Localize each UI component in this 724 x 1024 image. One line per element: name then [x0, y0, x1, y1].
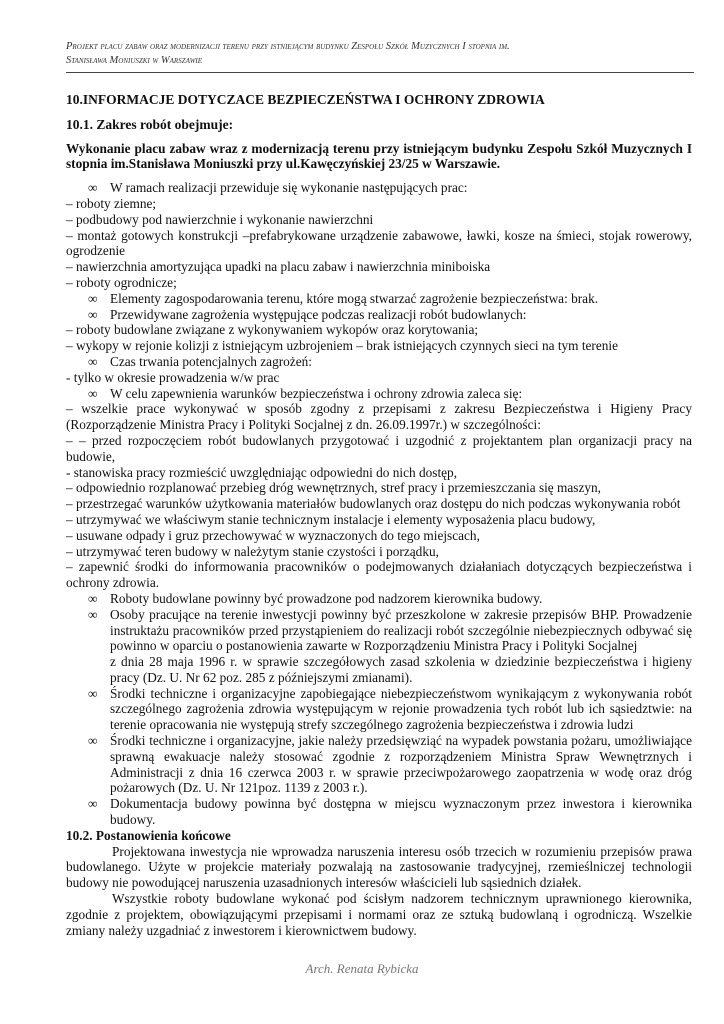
subsection-title-1: 10.1. Zakres robót obejmuje:	[66, 116, 234, 132]
bullet-icon: ∞	[88, 796, 98, 812]
list-line: – podbudowy pod nawierzchnie i wykonanie nawierzchni	[66, 211, 374, 227]
bullet-icon: ∞	[88, 685, 98, 701]
list-line: – roboty budowlane związane z wykonywaniem wykopów oraz korytowania;	[66, 322, 479, 338]
list-line: - tylko w okresie prowadzenia w/w prac	[66, 369, 280, 385]
bullet-item: ∞ Roboty budowlane powinny być prowadzone pod nadzorem kierownika budowy.	[88, 590, 543, 606]
list-line: – przestrzegać warunków użytkowania materiałów budowlanych oraz dostępu do nich podczas wykonywania robót	[66, 496, 681, 512]
list-line: – roboty ogrodnicze;	[66, 274, 177, 290]
list-line: – roboty ziemne;	[66, 195, 157, 211]
document-body	[66, 92, 692, 938]
list-line: – utrzymywać we właściwym stanie technicznym instalacje i elementy wyposażenia placu budowy,	[66, 511, 596, 527]
list-line: – nawierzchnia amortyzująca upadki na placu zabaw i nawierzchnia miniboiska	[66, 259, 491, 275]
bullet-icon: ∞	[88, 606, 98, 622]
bullet-item: ∞ Przewidywane zagrożenia występujące podczas realizacji robót budowlanych:	[88, 306, 527, 322]
footer-signature: Arch. Renata Rybicka	[305, 961, 419, 976]
list-line: – odpowiednio rozplanować przebieg dróg wewnętrznych, stref pracy i przemieszczania się maszyn,	[66, 480, 601, 496]
list-line: – – przed rozpoczęciem robót budowlanych przygotować i uzgodnić z projektantem plan organizacji pracy na budowie,	[66, 432, 692, 464]
bullet-item: ∞ Dokumentacja budowy powinna być dostępna w miejscu wyznaczonym przez inwestora i kierownika budowy.	[88, 796, 692, 828]
bullet-item: ∞ Środki techniczne i organizacyjne, jakie należy przedsięwziąć na wypadek powstania pożaru, umożliwiające sprawną ewakuacje należy stosować zgodnie z rozporządzeniem Ministra Spraw Wewnętrznych i Administracji z dnia 16 czerwca 2003 r. w sprawie przeciwpożarowego zaopatrzenia w wodę oraz dróg pożarowych (Dz. U. Nr 121poz. 1139 z 2003 r.).	[88, 733, 692, 796]
closing-paragraph-2: Wszystkie roboty budowlane wykonać pod ścisłym nadzorem technicznym uprawnionego kierownika, zgodnie z projektem, obowiązującymi przepisami i normami oraz ze sztuką budowlaną i ogrodniczą. Wszelkie zmiany należy uzgadniać z inwestorem i kierownictwem budowy.	[66, 891, 692, 938]
subsection-title-2: 10.2. Postanowienia końcowe	[66, 827, 231, 843]
bullet-item: ∞ Elementy zagospodarowania terenu, które mogą stwarzać zagrożenie bezpieczeństwa: brak.	[88, 290, 599, 306]
bullet-item: ∞ W ramach realizacji przewiduje się wykonanie następujących prac:	[88, 180, 468, 196]
list-line: – usuwane odpady i gruz przechowywać w wyznaczonych do tego miejscach,	[66, 527, 480, 543]
bullet-icon: ∞	[88, 306, 98, 322]
bullet-item: ∞ Osoby pracujące na terenie inwestycji powinny być przeszkolone w zakresie przepisów BHP. Prowadzenie instruktażu pracowników przed przystąpieniem do realizacji robót szczególnie niebezpiecznych odbywać się powinno w oparciu o postanowienia zawarte w Rozporządzeniu Ministra Pracy i Polityki Socjalnej z dnia 28 maja 1996 r. w sprawie szczegółowych zasad szkolenia w dziedzinie bezpieczeństwa i higieny pracy (Dz. U. Nr 62 poz. 285 z późniejszymi zmianami).	[88, 606, 692, 685]
running-header	[66, 40, 692, 68]
header-rule	[66, 72, 694, 73]
bullet-item: ∞ W celu zapewnienia warunków bezpieczeństwa i ochrony zdrowia zaleca się:	[88, 385, 523, 401]
bullet-item: ∞ Środki techniczne i organizacyjne zapobiegające niebezpieczeństwom wynikającym z wykonywania robót szczególnego zagrożenia zdrowia występującym w rejonie prowadzenia tych robót lub ich sąsiedztwie: na terenie opracowania nie występują strefy szczególnego zagrożenia bezpieczeństwa i zdrowia ludzi	[88, 685, 692, 733]
list-line: – utrzymywać teren budowy w należytym stanie czystości i porządku,	[66, 543, 439, 559]
bullet-item: ∞ Czas trwania potencjalnych zagrożeń:	[88, 353, 312, 369]
list-line: – wykopy w rejonie kolizji z istniejącym uzbrojeniem – brak istniejących czynnych sieci na tym terenie	[66, 338, 619, 354]
list-line: – montaż gotowych konstrukcji –prefabrykowane urządzenie zabawowe, ławki, kosze na śmieci, stojak rowerowy, ogrodzenie	[66, 227, 692, 259]
bullet-icon: ∞	[88, 353, 98, 369]
bullet-icon: ∞	[88, 385, 98, 401]
bullet-icon: ∞	[88, 180, 98, 196]
bullet-icon: ∞	[88, 290, 98, 306]
list-line: – wszelkie prace wykonywać w sposób zgodny z przepisami z zakresu Bezpieczeństwa i Higieny Pracy (Rozporządzenie Ministra Pracy i Polityki Socjalnej z dn. 26.09.1997r.) w szczególności:	[66, 401, 692, 433]
bullet-icon: ∞	[88, 590, 98, 606]
list-line: - stanowiska pracy rozmieścić uwzględniając odpowiedni do nich dostęp,	[66, 464, 458, 480]
bullet-icon: ∞	[88, 733, 98, 749]
closing-paragraph-1: Projektowana inwestycja nie wprowadza naruszenia interesu osób trzecich w rozumieniu przepisów prawa budowlanego. Użyte w projekcie materiały pozwalają na zastosowanie tradycyjnej, rzemieślniczej technologii budowy nie powodującej naruszenia uzasadnionych interesów właścicieli lub sąsiednich działek.	[66, 843, 692, 891]
header-line-1: Projekt placu zabaw oraz modernizacji terenu przy istniejącym budynku Zespołu Szkół Muzycznych I stopnia im.	[66, 41, 510, 52]
list-line: – zapewnić środki do informowania pracowników o podejmowanych działaniach dotyczących bezpieczeństwa i ochrony zdrowia.	[66, 559, 692, 591]
intro-paragraph: Wykonanie placu zabaw wraz z modernizacją terenu przy istniejącym budynku Zespołu Szkół Muzycznych I stopnia im.Stanisława Moniuszki przy ul.Kawęczyńskiej 23/25 w Warszawie.	[66, 140, 692, 172]
section-title: 10.INFORMACJE DOTYCZACE BEZPIECZEŃSTWA I OCHRONY ZDROWIA	[66, 92, 545, 107]
header-line-2: Stanisława Moniuszki w Warszawie	[66, 55, 203, 66]
